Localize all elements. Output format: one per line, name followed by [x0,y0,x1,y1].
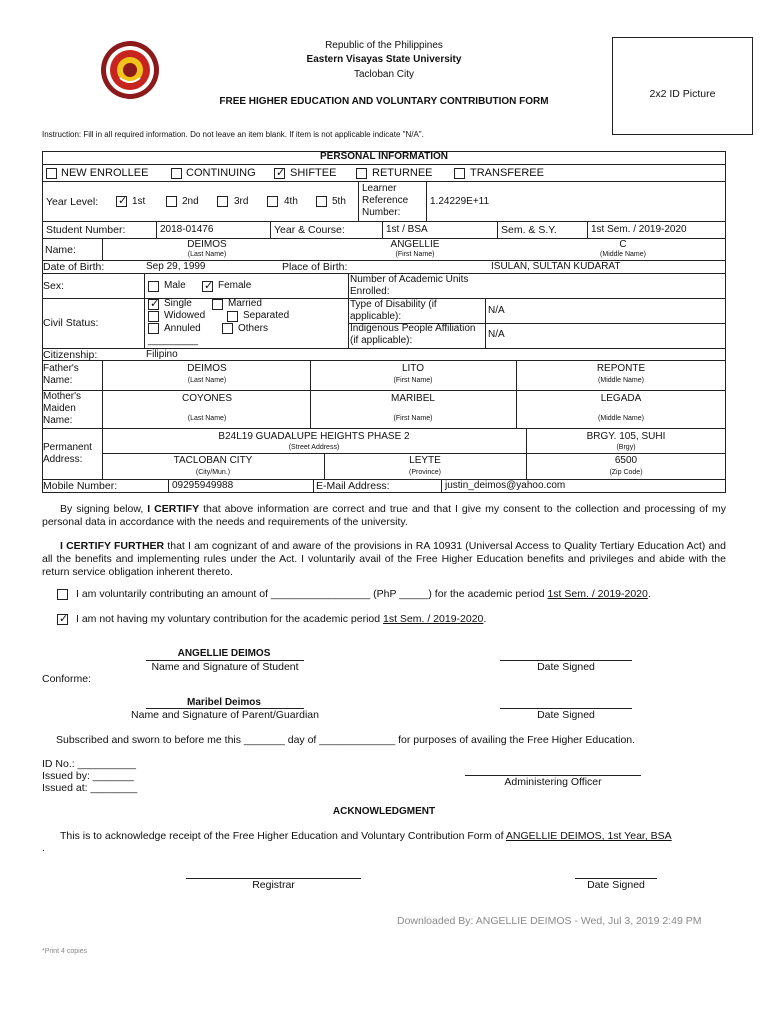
zip-value[interactable]: 6500 [614,455,638,466]
mother-label: Mother's Maiden Name: [43,391,82,426]
student-signature-caption: Name and Signature of Student [151,661,299,673]
brgy-caption: (Brgy) [616,444,636,451]
mobile-label: Mobile Number: [43,480,118,492]
city-value[interactable]: TACLOBAN CITY [173,455,253,466]
widowed-label: Widowed [164,310,206,321]
indigenous-value[interactable]: N/A [488,329,505,340]
others-label: Others [238,323,269,334]
year-1st-label: 1st [132,196,146,207]
units-label: Number of Academic Units Enrolled: [350,274,469,297]
university-seal [100,40,160,100]
form-title: FREE HIGHER EDUCATION AND VOLUNTARY CONTRIBUTION FORM [219,96,549,107]
father-first-caption: (First Name) [393,377,433,384]
registrar-caption: Registrar [252,879,295,891]
single-label: Single [164,298,192,309]
mother-first-value[interactable]: MARIBEL [391,393,435,404]
male-checkbox[interactable] [148,281,159,292]
no-contribution-text: I am not having my voluntary contribution for the academic period 1st Sem. / 2019-2020. [76,613,487,625]
province-caption: (Province) [409,469,441,476]
year-level-label: Year Level: [46,196,99,208]
certify-further-paragraph [42,540,726,579]
last-name-value[interactable]: DEIMOS [187,239,227,250]
year-4th-checkbox[interactable] [267,196,278,207]
citizenship-label: Citizenship: [43,349,98,361]
print-note: *Print 4 copies [42,948,88,955]
female-label: Female [218,280,252,291]
separated-label: Separated [243,310,290,321]
acknowledgment-title: ACKNOWLEDGMENT [332,806,436,817]
street-caption: (Street Address) [288,444,340,451]
father-middle-value[interactable]: REPONTE [596,363,646,374]
civil-status-label: Civil Status: [43,317,99,329]
voluntary-period: 1st Sem. / 2019-2020 [547,588,648,600]
certify-further-text: that I am cognizant of and aware of the provisions in RA 10931 (Universal Access to Quality Tertiary Education Act) and all the benefits and implementing rules under the Act. I voluntarily avail of the Free Higher Education benefits and privileges and abide with the return service obligation inherent thereto. [42,540,726,578]
certify-post: that above information are correct and true and that I give my consent to the collection and processing of my personal data in accordance with the needs and requirements of the university. [42,503,726,528]
year-course-label: Year & Course: [274,224,345,236]
new-enrollee-checkbox[interactable] [46,168,57,179]
administering-officer-caption: Administering Officer [504,776,602,788]
year-course-value[interactable]: 1st / BSA [386,224,428,235]
id-no-field[interactable]: ID No.: __________ [42,758,136,770]
civil-others-blank[interactable]: _________ [148,335,199,346]
address-label: Permanent Address: [43,442,92,465]
first-name-caption: (First Name) [395,251,435,258]
middle-name-value[interactable]: C [619,239,627,250]
married-checkbox[interactable] [212,299,223,310]
dob-label: Date of Birth: [43,261,105,273]
transferee-checkbox[interactable] [454,168,465,179]
continuing-label: CONTINUING [186,167,256,179]
dob-value[interactable]: Sep 29, 1999 [146,261,206,272]
new-enrollee-label: NEW ENROLLEE [61,167,149,179]
year-5th-checkbox[interactable] [316,196,327,207]
zip-caption: (Zip Code) [609,469,643,476]
last-name-caption: (Last Name) [187,251,227,258]
name-label: Name: [45,244,76,256]
republic-text: Republic of the Philippines [325,40,443,51]
id-picture-label: 2x2 ID Picture [649,88,716,100]
year-3rd-checkbox[interactable] [217,196,228,207]
acknowledgment-period: . [42,842,45,854]
voluntary-contribution-text: I am voluntarily contributing an amount of _________________ (PhP _____) for the academic period 1st Sem. / 2019-2020. [76,588,651,600]
father-last-caption: (Last Name) [187,377,227,384]
citizenship-value[interactable]: Filipino [146,349,178,360]
returnee-checkbox[interactable] [356,168,367,179]
mother-first-caption: (First Name) [393,415,433,422]
mother-last-value[interactable]: COYONES [181,393,232,404]
male-label: Male [164,280,186,291]
middle-name-caption: (Middle Name) [600,251,646,258]
year-4th-label: 4th [284,196,298,207]
sworn-statement: Subscribed and sworn to before me this _______ day of _____________ for purposes of availing the Free Higher Education. [56,734,636,746]
disability-value[interactable]: N/A [488,305,505,316]
email-label: E-Mail Address: [316,480,390,492]
father-first-value[interactable]: LITO [401,363,425,374]
mother-middle-value[interactable]: LEGADA [600,393,642,404]
acknowledgment-name: ANGELLIE DEIMOS, 1st Year, BSA [505,830,672,842]
certify-paragraph [42,503,726,529]
first-name-value[interactable]: ANGELLIE [390,239,440,250]
mother-middle-caption: (Middle Name) [598,415,644,422]
issued-at-field[interactable]: Issued at: ________ [42,782,138,794]
acknowledgment-text: This is to acknowledge receipt of the Free Higher Education and Voluntary Contribution Form of ANGELLIE DEIMOS, 1st Year, BSA [60,830,672,842]
no-contribution-checkbox[interactable] [57,614,68,625]
disability-label: Type of Disability (if applicable): [350,299,437,322]
lrn-label: Learner Reference Number: [362,183,409,218]
mobile-value[interactable]: 09295949988 [172,480,234,491]
student-date-signed: Date Signed [537,661,595,673]
city-caption: (City/Mun.) [195,469,231,476]
email-value[interactable]: justin_deimos@yahoo.com [445,480,566,491]
father-middle-caption: (Middle Name) [598,377,644,384]
street-value[interactable]: B24L19 GUADALUPE HEIGHTS PHASE 2 [218,431,410,442]
sem-sy-value[interactable]: 1st Sem. / 2019-2020 [591,224,687,235]
year-1st-checkbox[interactable] [116,196,127,207]
transferee-label: TRANSFEREE [470,167,544,179]
year-5th-label: 5th [332,196,346,207]
annuled-label: Annuled [164,323,201,334]
pob-value[interactable]: ISULAN, SULTAN KUDARAT [491,261,621,272]
province-value[interactable]: LEYTE [409,455,441,466]
married-label: Married [228,298,262,309]
mother-last-caption: (Last Name) [187,415,227,422]
annuled-checkbox[interactable] [148,323,159,334]
personal-info-title: PERSONAL INFORMATION [320,151,448,162]
certify-further-bold: I CERTIFY FURTHER [60,540,165,552]
parent-signature-caption: Name and Signature of Parent/Guardian [131,709,319,721]
no-contribution-period: 1st Sem. / 2019-2020 [383,613,484,625]
pob-label: Place of Birth: [282,261,348,273]
indigenous-label: Indigenous People Affiliation (if applicable): [350,323,476,346]
brgy-value[interactable]: BRGY. 105, SUHI [586,431,666,442]
university-name: Eastern Visayas State University [306,54,462,65]
city-text: Tacloban City [353,69,415,80]
student-signer-name: ANGELLIE DEIMOS [177,648,271,659]
others-checkbox[interactable] [222,323,233,334]
sex-label: Sex: [43,280,65,292]
father-last-value[interactable]: DEIMOS [187,363,227,374]
widowed-checkbox[interactable] [148,311,159,322]
parent-signer-name: Maribel Deimos [187,697,261,708]
lrn-value[interactable]: 1.24229E+11 [430,196,490,207]
returnee-label: RETURNEE [372,167,433,179]
id-picture-box [612,37,753,135]
student-number-value[interactable]: 2018-01476 [160,224,214,235]
parent-date-signed: Date Signed [537,709,595,721]
certify-bold: I CERTIFY [147,503,200,515]
shiftee-label: SHIFTEE [290,167,337,179]
single-checkbox[interactable] [148,299,159,310]
conforme-label: Conforme: [42,673,92,685]
certify-pre: By signing below, [60,503,148,515]
continuing-checkbox[interactable] [171,168,182,179]
instruction-text: Instruction: Fill in all required information. Do not leave an item blank. If item is not applicable indicate "N/A". [42,130,424,139]
shiftee-checkbox[interactable] [274,168,285,179]
issued-by-field[interactable]: Issued by: _______ [42,770,134,782]
voluntary-contribution-checkbox[interactable] [57,589,68,600]
acknowledgment-date-signed: Date Signed [587,879,645,891]
sem-sy-label: Sem. & S.Y. [501,224,557,236]
year-3rd-label: 3rd [234,196,249,207]
separated-checkbox[interactable] [227,311,238,322]
year-2nd-label: 2nd [182,196,199,207]
year-2nd-checkbox[interactable] [166,196,177,207]
download-stamp: Downloaded By: ANGELLIE DEIMOS - Wed, Jul 3, 2019 2:49 PM [397,915,702,927]
father-label: Father's Name: [43,363,79,386]
female-checkbox[interactable] [202,281,213,292]
student-number-label: Student Number: [46,224,126,236]
